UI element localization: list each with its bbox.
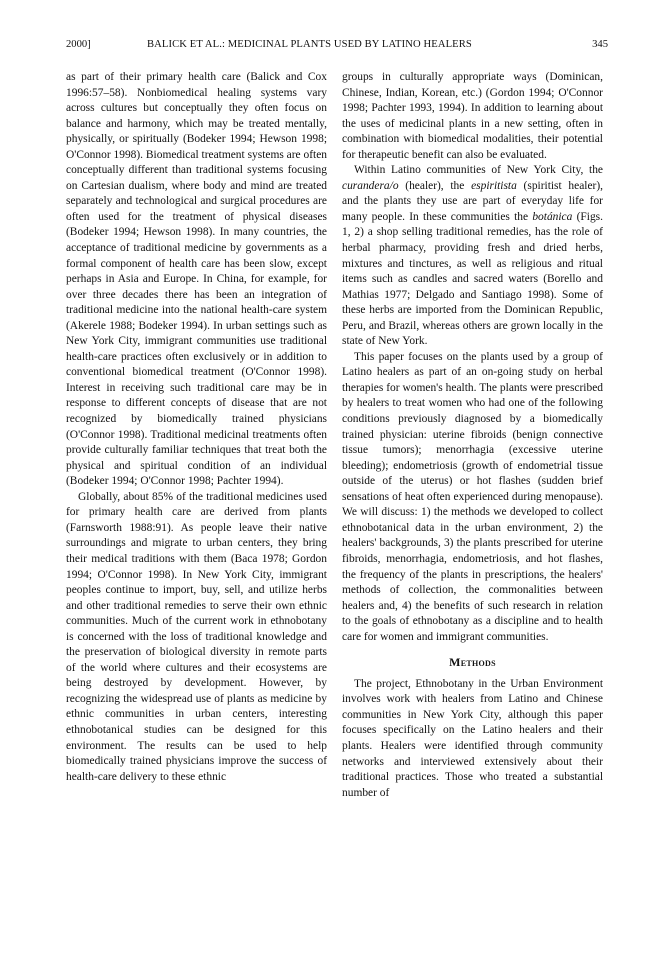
italic-term: botánica: [532, 210, 573, 223]
right-column: [342, 70, 603, 801]
paragraph: [342, 163, 603, 350]
section-heading-text: Methods: [449, 655, 496, 670]
paragraph: groups in culturally appropriate ways (Dominican, Chinese, Indian, Korean, etc.) (Gordon 1994; O'Connor 1998; Pachter 1993, 1994). In addition to learning about the uses of medicinal plants in a new setting, often in combination with biomedical modalities, their potential for therapeutic benefit can also be evaluated.: [342, 71, 603, 161]
issue-year: 2000]: [66, 39, 91, 50]
text-run: Within Latino communities of New York City, the: [354, 164, 603, 177]
running-header: [66, 38, 608, 52]
section-heading: [342, 655, 603, 671]
text-run: (Figs. 1, 2) a shop selling traditional remedies, has the role of herbal pharmacy, providing fresh and dried herbs, mixtures and tinctures, as well as religious and ritual items such as candles and sacred waters (Borello and Mathias 1977; Delgado and Santiago 1998). Some of these herbs are imported from the Dominican Republic, Peru, and Brazil, whereas others are grown locally in the state of New York.: [342, 210, 603, 348]
paragraph: The project, Ethnobotany in the Urban Environment involves work with healers from Latino and Chinese communities in New York City, although this paper focuses specifically on the Latino healers and their plants. Healers were identified through community networks and interviewed extensively about their traditional practices. Those who treated a substantial number of: [342, 677, 603, 799]
paragraph: as part of their primary health care (Balick and Cox 1996:57–58). Nonbiomedical healing systems vary across cultures but conceptually they often focus on balance and harmony, which may be treated mentally, physically, or spiritually (Bodeker 1994; Hewson 1998; O'Connor 1998). Biomedical treatment systems are often conceptually different than traditional systems focusing on Cartesian dualism, where body and mind are treated separately and technological and surgical procedures are often used for the treatment of physical diseases (Bodeker 1994; Hewson 1998). In many countries, the acceptance of traditional medicine by governments as a formal component of health care has been slow, except perhaps in Asia and Europe. In China, for example, for over three decades there has been an integration of traditional medicine into the national health-care system (Akerele 1988; Bodeker 1994). In urban settings such as New York City, immigrant communities use traditional health-care practices often exclusively or in addition to conventional biomedical treatment (O'Connor 1998). Interest in receiving such traditional care may be in response to different concepts of disease that are not recognized by biomedically trained physicians (O'Connor 1998). Traditional medicinal treatments often provide culturally familiar techniques that treat both the physical and spiritual condition of an individual (Bodeker 1994; O'Connor 1998; Pachter 1994).: [66, 71, 327, 488]
paragraph: This paper focuses on the plants used by a group of Latino healers as part of an on-going study on herbal therapies for women's health. The plants were prescribed by healers to treat women who had one of the following conditions previously diagnosed by a biomedically trained physician: uterine fibroids (benign connective tissue tumors); menorrhagia (excessive uterine bleeding); endometriosis (growth of endometrial tissue outside of the uterus) or hot flashes (sudden brief sensations of heat often experienced during menopause). We will discuss: 1) the methods we developed to collect ethnobotanical data in the urban environment, 2) the healers' backgrounds, 3) the plants prescribed for uterine fibroids, menorrhagia, endometriosis, and hot flashes, the frequency of the plants in prescriptions, the healers' methods of collection, the commonalities between healers and, 4) the benefits of such research in relation to the goals of ethnobotany as a discipline and to health care for women and immigrant communities.: [342, 350, 603, 643]
text-run: (spiritist healer), and the plants they use are part of everyday life for many people. In these communities the: [342, 179, 603, 223]
paragraph: Globally, about 85% of the traditional medicines used for primary health care are derived from plants (Farnsworth 1988:91). As people leave their native surroundings and migrate to urban centers, they bring their medical traditions with them (Baca 1978; Gordon 1994; O'Connor 1998). In New York City, immigrant peoples continue to import, buy, sell, and utilize herbs and other traditional remedies to serve their own ethnic communities. Much of the current work in ethnobotany is concerned with the loss of traditional knowledge and the preservation of biological diversity in remote parts of the world where cultures and their ecosystems are being destroyed by development. However, by recognizing the widespread use of plants as medicine by ethnic communities in urban centers, interesting ethnobotanical studies can be designed for this environment. The results can be used to help biomedically trained physicians improve the success of health-care delivery to these ethnic: [66, 490, 327, 783]
page-number: 345: [592, 39, 608, 50]
left-column: [66, 70, 327, 785]
italic-term: espiritista: [471, 179, 517, 192]
italic-term: curandera/o: [342, 179, 399, 192]
running-title: BALICK ET AL.: MEDICINAL PLANTS USED BY LATINO HEALERS: [147, 39, 472, 50]
text-run: (healer), the: [398, 179, 472, 192]
